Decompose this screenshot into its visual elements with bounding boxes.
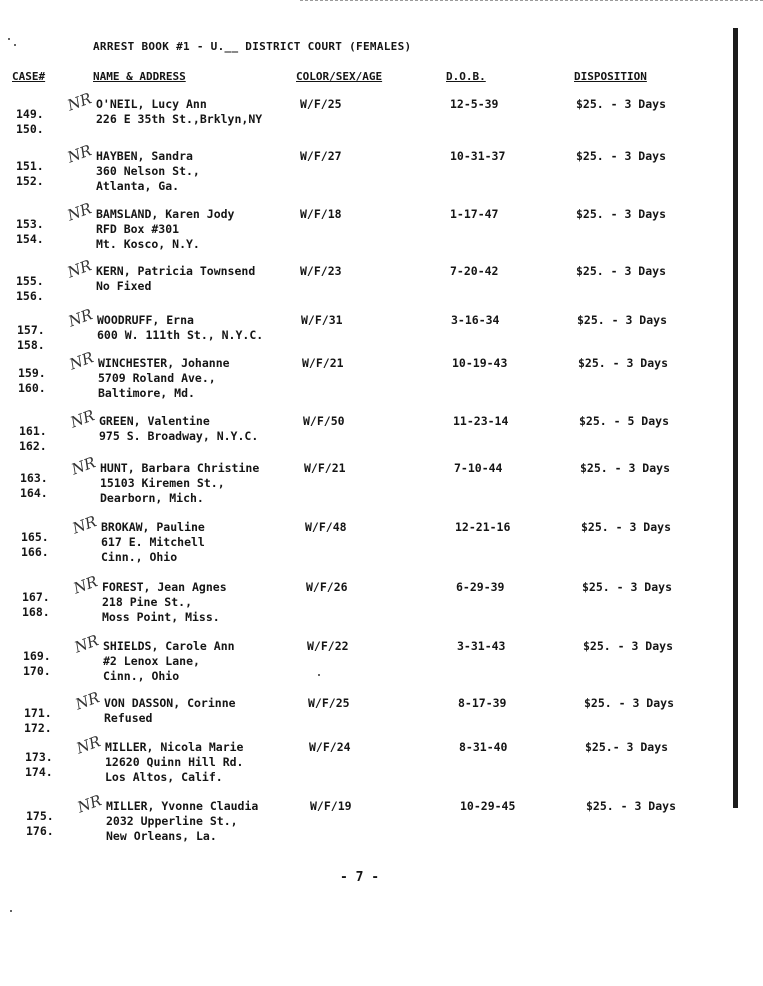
case-number: 154. — [16, 232, 44, 246]
date-of-birth: 7-20-42 — [450, 264, 499, 278]
case-number: 174. — [25, 765, 53, 779]
defendant-name: O'NEIL, Lucy Ann — [96, 97, 207, 111]
color-sex-age: W/F/18 — [300, 207, 342, 221]
case-number: 159. — [18, 366, 46, 380]
case-number: 160. — [18, 381, 46, 395]
color-sex-age: W/F/27 — [300, 149, 342, 163]
handwritten-nr-mark: NR — [73, 732, 104, 758]
disposition: $25. - 3 Days — [576, 149, 667, 163]
arrest-record — [0, 453, 733, 511]
address-line: 15103 Kiremen St., — [100, 476, 225, 490]
disposition: $25. - 3 Days — [583, 639, 674, 653]
case-number: 166. — [21, 545, 49, 559]
scan-speck — [10, 910, 12, 912]
disposition: $25. - 3 Days — [584, 696, 675, 710]
case-numbers — [16, 217, 44, 247]
address-line: 617 E. Mitchell — [101, 535, 205, 549]
case-numbers — [26, 809, 54, 839]
color-sex-age: W/F/24 — [309, 740, 351, 754]
column-header-dob: D.O.B. — [446, 70, 486, 83]
color-sex-age: W/F/50 — [303, 414, 345, 428]
defendant-name: GREEN, Valentine — [99, 414, 210, 428]
disposition: $25. - 3 Days — [576, 97, 667, 111]
scan-speck — [14, 44, 16, 46]
case-numbers — [20, 471, 48, 501]
handwritten-nr-mark: NR — [68, 453, 99, 479]
handwritten-nr-mark: NR — [67, 406, 98, 432]
column-header-case: CASE# — [12, 70, 46, 83]
date-of-birth: 6-29-39 — [456, 580, 505, 594]
handwritten-nr-mark: NR — [64, 141, 95, 167]
defendant-name: WINCHESTER, Johanne — [98, 356, 230, 370]
case-number: 171. — [24, 706, 52, 720]
case-number: 167. — [22, 590, 50, 604]
arrest-record — [0, 512, 733, 570]
case-number: 151. — [16, 159, 44, 173]
disposition: $25. - 3 Days — [576, 264, 667, 278]
handwritten-nr-mark: NR — [64, 199, 95, 225]
case-number: 156. — [16, 289, 44, 303]
handwritten-nr-mark: NR — [72, 688, 103, 714]
case-numbers — [18, 366, 46, 396]
date-of-birth: 12-21-16 — [455, 520, 511, 534]
name-address — [99, 414, 258, 444]
arrest-record — [0, 732, 733, 790]
defendant-name: WOODRUFF, Erna — [97, 313, 194, 327]
case-number: 173. — [25, 750, 53, 764]
handwritten-nr-mark: NR — [64, 89, 95, 115]
case-numbers — [19, 424, 47, 454]
address-line: Los Altos, Calif. — [105, 770, 223, 784]
name-address — [105, 740, 243, 785]
address-line: Atlanta, Ga. — [96, 179, 180, 193]
name-address — [96, 97, 262, 127]
case-number: 162. — [19, 439, 47, 453]
address-line: Cinn., Ohio — [103, 669, 180, 683]
disposition: $25. - 3 Days — [582, 580, 673, 594]
date-of-birth: 11-23-14 — [453, 414, 509, 428]
column-header-color-sex-age: COLOR/SEX/AGE — [296, 70, 383, 83]
name-address — [103, 639, 235, 684]
color-sex-age: W/F/22 — [307, 639, 349, 653]
defendant-name: BAMSLAND, Karen Jody — [96, 207, 235, 221]
case-number: 164. — [20, 486, 48, 500]
page-number: - 7 - — [340, 870, 380, 885]
disposition: $25. - 3 Days — [577, 313, 668, 327]
date-of-birth: 3-16-34 — [451, 313, 500, 327]
name-address — [96, 264, 255, 294]
address-line: 218 Pine St., — [102, 595, 193, 609]
color-sex-age: W/F/21 — [304, 461, 346, 475]
name-address — [106, 799, 258, 844]
date-of-birth: 10-19-43 — [452, 356, 508, 370]
address-line: Mt. Kosco, N.Y. — [96, 237, 200, 251]
arrest-record — [0, 688, 733, 746]
handwritten-nr-mark: NR — [66, 348, 97, 374]
address-line: 600 W. 111th St., N.Y.C. — [97, 328, 264, 342]
name-address — [98, 356, 230, 401]
address-line: Moss Point, Miss. — [102, 610, 220, 624]
case-number: 161. — [19, 424, 47, 438]
address-line: New Orleans, La. — [106, 829, 217, 843]
case-numbers — [23, 649, 51, 679]
scan-binding-edge — [733, 28, 738, 808]
defendant-name: BROKAW, Pauline — [101, 520, 205, 534]
address-line: 5709 Roland Ave., — [98, 371, 216, 385]
document-title: ARREST BOOK #1 - U.__ DISTRICT COURT (FEMALES) — [93, 40, 412, 53]
color-sex-age: W/F/31 — [301, 313, 343, 327]
color-sex-age: W/F/25 — [308, 696, 350, 710]
disposition: $25. - 3 Days — [578, 356, 669, 370]
case-number: 149. — [16, 107, 44, 121]
case-number: 170. — [23, 664, 51, 678]
date-of-birth: 10-29-45 — [460, 799, 516, 813]
case-numbers — [22, 590, 50, 620]
address-line: 360 Nelson St., — [96, 164, 200, 178]
handwritten-nr-mark: NR — [64, 256, 95, 282]
case-numbers — [17, 323, 45, 353]
color-sex-age: W/F/21 — [302, 356, 344, 370]
address-line: #2 Lenox Lane, — [103, 654, 200, 668]
defendant-name: MILLER, Nicola Marie — [105, 740, 244, 754]
address-line: No Fixed — [96, 279, 152, 293]
address-line: 2032 Upperline St., — [106, 814, 238, 828]
address-line: Baltimore, Md. — [98, 386, 195, 400]
handwritten-nr-mark: NR — [65, 305, 96, 331]
case-number: 175. — [26, 809, 54, 823]
date-of-birth: 10-31-37 — [450, 149, 506, 163]
disposition: $25. - 3 Days — [580, 461, 671, 475]
arrest-record — [0, 199, 733, 257]
case-number: 172. — [24, 721, 52, 735]
case-number: 163. — [20, 471, 48, 485]
case-number: 150. — [16, 122, 44, 136]
defendant-name: HAYBEN, Sandra — [96, 149, 193, 163]
disposition: $25. - 3 Days — [581, 520, 672, 534]
case-number: 168. — [22, 605, 50, 619]
address-line: 975 S. Broadway, N.Y.C. — [99, 429, 259, 443]
case-number: 157. — [17, 323, 45, 337]
name-address — [96, 207, 234, 252]
address-line: 226 E 35th St.,Brklyn,NY — [96, 112, 263, 126]
case-number: 152. — [16, 174, 44, 188]
case-numbers — [24, 706, 52, 736]
defendant-name: HUNT, Barbara Christine — [100, 461, 260, 475]
case-number: 169. — [23, 649, 51, 663]
address-line: RFD Box #301 — [96, 222, 180, 236]
handwritten-nr-mark: NR — [71, 631, 102, 657]
case-number: 158. — [17, 338, 45, 352]
color-sex-age: W/F/48 — [305, 520, 347, 534]
disposition: $25.- 3 Days — [585, 740, 669, 754]
color-sex-age: W/F/23 — [300, 264, 342, 278]
handwritten-nr-mark: NR — [69, 512, 100, 538]
scan-top-border — [300, 0, 763, 1]
name-address — [97, 313, 263, 343]
arrest-record — [0, 256, 733, 314]
handwritten-nr-mark: NR — [74, 791, 105, 817]
defendant-name: FOREST, Jean Agnes — [102, 580, 227, 594]
arrest-record — [0, 141, 733, 199]
name-address — [101, 520, 205, 565]
address-line: Refused — [104, 711, 153, 725]
arrest-record — [0, 791, 733, 849]
address-line: Cinn., Ohio — [101, 550, 178, 564]
name-address — [104, 696, 236, 726]
case-number: 155. — [16, 274, 44, 288]
name-address — [96, 149, 200, 194]
address-line: Dearborn, Mich. — [100, 491, 204, 505]
arrest-record — [0, 572, 733, 630]
case-number: 176. — [26, 824, 54, 838]
name-address — [102, 580, 227, 625]
address-line: 12620 Quinn Hill Rd. — [105, 755, 244, 769]
date-of-birth: 12-5-39 — [450, 97, 499, 111]
date-of-birth: 8-31-40 — [459, 740, 508, 754]
name-address — [100, 461, 259, 506]
defendant-name: SHIELDS, Carole Ann — [103, 639, 235, 653]
color-sex-age: W/F/25 — [300, 97, 342, 111]
column-header-name: NAME & ADDRESS — [93, 70, 186, 83]
case-number: 165. — [21, 530, 49, 544]
case-numbers — [25, 750, 53, 780]
case-numbers — [16, 107, 44, 137]
date-of-birth: 1-17-47 — [450, 207, 499, 221]
handwritten-nr-mark: NR — [70, 572, 101, 598]
color-sex-age: W/F/26 — [306, 580, 348, 594]
disposition: $25. - 5 Days — [579, 414, 670, 428]
arrest-record — [0, 89, 733, 147]
case-numbers — [16, 274, 44, 304]
case-number: 153. — [16, 217, 44, 231]
date-of-birth: 8-17-39 — [458, 696, 507, 710]
date-of-birth: 7-10-44 — [454, 461, 503, 475]
disposition: $25. - 3 Days — [576, 207, 667, 221]
disposition: $25. - 3 Days — [586, 799, 677, 813]
defendant-name: KERN, Patricia Townsend — [96, 264, 256, 278]
defendant-name: MILLER, Yvonne Claudia — [106, 799, 259, 813]
case-numbers — [21, 530, 49, 560]
date-of-birth: 3-31-43 — [457, 639, 506, 653]
defendant-name: VON DASSON, Corinne — [104, 696, 236, 710]
scan-speck — [8, 38, 10, 40]
case-numbers — [16, 159, 44, 189]
column-header-disposition: DISPOSITION — [574, 70, 647, 83]
color-sex-age: W/F/19 — [310, 799, 352, 813]
arrest-record — [0, 348, 733, 406]
arrest-record — [0, 631, 733, 689]
arrest-record — [0, 406, 733, 464]
